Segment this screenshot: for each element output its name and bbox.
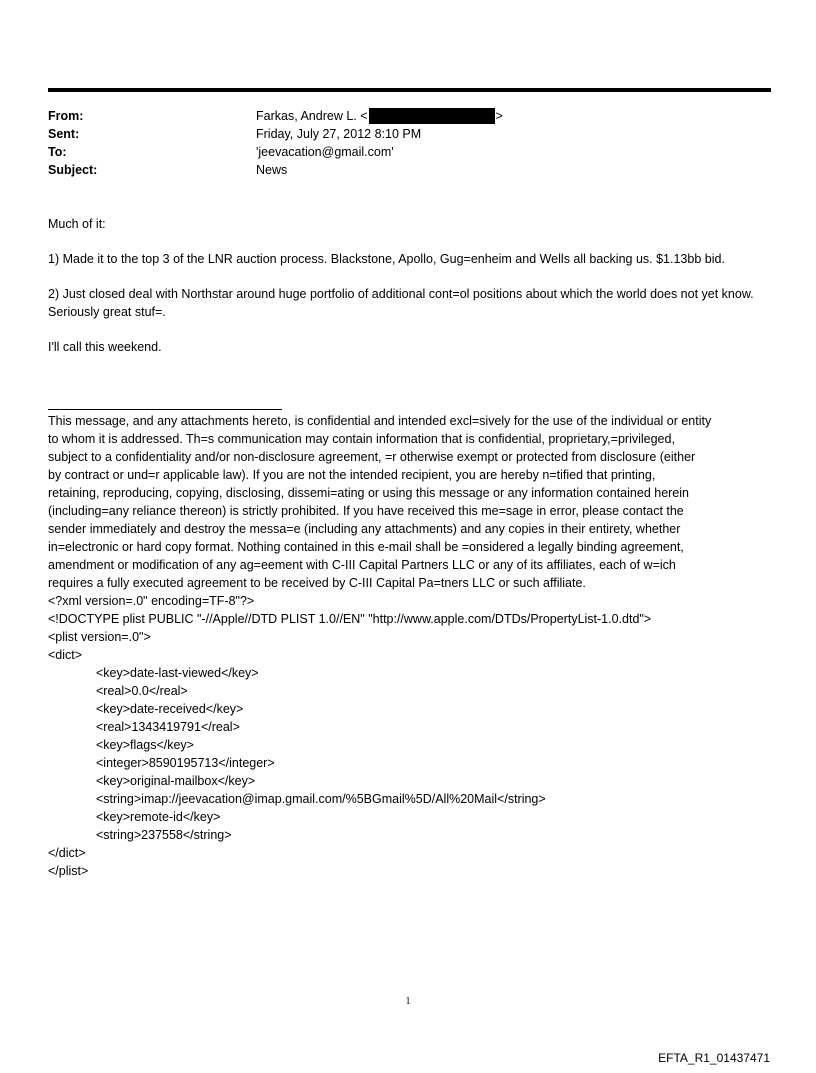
from-label: From: [48, 109, 84, 123]
plist-entry: <integer>8590195713</integer> [96, 756, 275, 770]
disclaimer-line: amendment or modification of any ag=eement with C-III Capital Partners LLC or any of its affiliates, each of w=ich [48, 558, 676, 572]
plist-line: </plist> [48, 864, 89, 878]
body-paragraph-1: Much of it: [48, 217, 106, 231]
page-number: 1 [405, 996, 411, 1007]
to-value: 'jeevacation@gmail.com' [256, 145, 394, 159]
plist-entry: <string>imap://jeevacation@imap.gmail.com/%5BGmail%5D/All%20Mail</string> [96, 792, 546, 806]
disclaimer-line: requires a fully executed agreement to be received by C-III Capital Pa=tners LLC or such affiliate. [48, 576, 586, 590]
redaction-box [369, 108, 495, 124]
plist-entry: <key>date-received</key> [96, 702, 244, 716]
plist-entry: <string>237558</string> [96, 828, 232, 842]
email-header [48, 107, 768, 179]
disclaimer-line: sender immediately and destroy the messa=e (including any attachments) and any copies in their entirety, whether [48, 522, 681, 536]
plist-line: <?xml version=.0" encoding=TF-8"?> [48, 594, 255, 608]
disclaimer-block [48, 412, 778, 880]
disclaimer-line: retaining, reproducing, copying, disclosing, dissemi=ating or using this message or any information contained herein [48, 486, 689, 500]
from-row [48, 107, 768, 125]
to-row [48, 143, 768, 161]
to-label: To: [48, 145, 67, 159]
plist-line: <dict> [48, 648, 83, 662]
disclaimer-line: subject to a confidentiality and/or non-disclosure agreement, =r otherwise exempt or protected from disclosure (either [48, 450, 696, 464]
sent-value: Friday, July 27, 2012 8:10 PM [256, 127, 422, 141]
signature-rule [48, 409, 282, 410]
disclaimer-line: (including=any reliance thereon) is strictly prohibited. If you have received this me=sage in error, please contact the [48, 504, 684, 518]
disclaimer-line: in=electronic or hard copy format. Nothing contained in this e-mail shall be =onsidered a legally binding agreement, [48, 540, 684, 554]
body-paragraph-3: 2) Just closed deal with Northstar around huge portfolio of additional cont=ol positions about which the world does not yet know. Seriously great stuf=. [48, 287, 754, 319]
plist-entry: <real>1343419791</real> [96, 720, 240, 734]
plist-line: </dict> [48, 846, 86, 860]
email-body [48, 215, 770, 356]
plist-entry: <key>date-last-viewed</key> [96, 666, 259, 680]
disclaimer-line: This message, and any attachments hereto, is confidential and intended excl=sively for the use of the individual or entity [48, 414, 712, 428]
subject-value: News [256, 163, 288, 177]
plist-entry: <key>remote-id</key> [96, 810, 221, 824]
subject-row [48, 161, 768, 179]
disclaimer-line: to whom it is addressed. Th=s communication may contain information that is confidential, proprietary,=privileged, [48, 432, 675, 446]
from-name: Farkas, Andrew L. < [256, 109, 368, 123]
plist-entry: <key>flags</key> [96, 738, 194, 752]
sent-label: Sent: [48, 127, 80, 141]
subject-label: Subject: [48, 163, 98, 177]
disclaimer-line: by contract or und=r applicable law). If you are not the intended recipient, you are hereby n=tified that printing, [48, 468, 656, 482]
plist-entry: <real>0.0</real> [96, 684, 188, 698]
body-paragraph-2: 1) Made it to the top 3 of the LNR auction process. Blackstone, Apollo, Gug=enheim and Wells all backing us. $1.13bb bid. [48, 252, 725, 266]
header-rule [48, 88, 771, 92]
plist-entry: <key>original-mailbox</key> [96, 774, 256, 788]
from-value [256, 108, 503, 124]
from-bracket: > [495, 109, 503, 123]
sent-row [48, 125, 768, 143]
body-paragraph-4: I'll call this weekend. [48, 340, 162, 354]
plist-line: <plist version=.0"> [48, 630, 151, 644]
document-id: EFTA_R1_01437471 [658, 1051, 770, 1065]
plist-line: <!DOCTYPE plist PUBLIC "-//Apple//DTD PLIST 1.0//EN" "http://www.apple.com/DTDs/PropertyList-1.0.dtd"> [48, 612, 652, 626]
